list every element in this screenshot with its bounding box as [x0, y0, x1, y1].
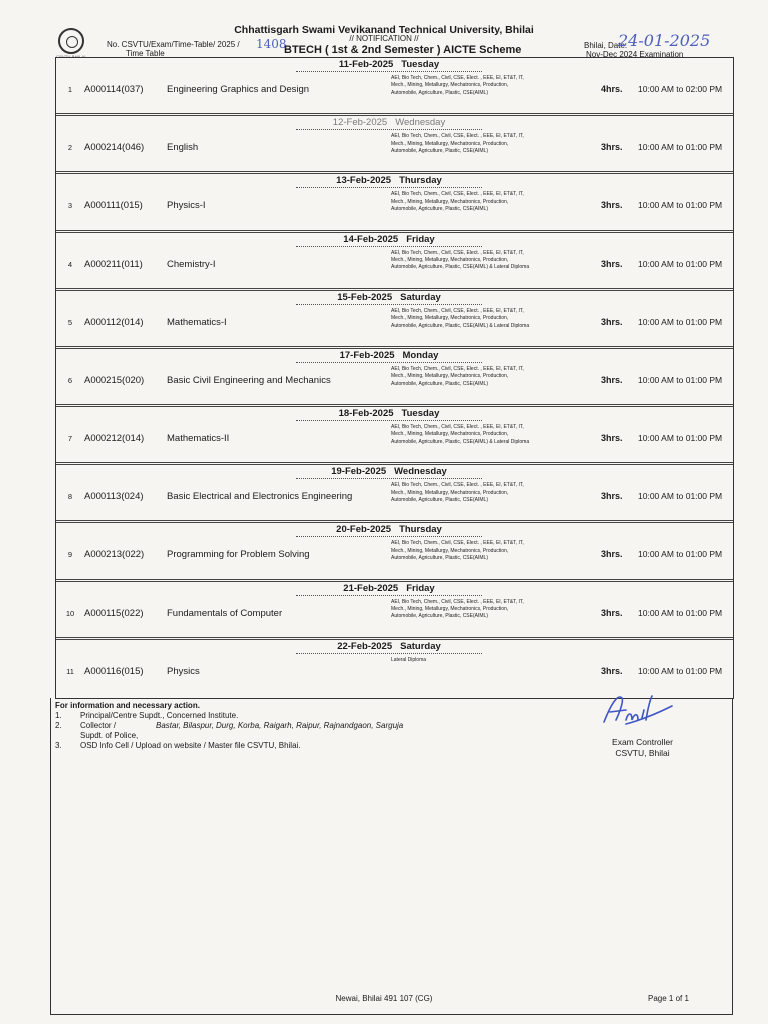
serial-number: 11 [66, 666, 74, 676]
exam-time: 10:00 AM to 01:00 PM [638, 374, 723, 385]
serial-number: 8 [67, 492, 73, 502]
branch-line: Automobile, Agriculture, Plastic, CSE(AIML) & Lateral Diploma [391, 438, 530, 445]
serial-number: 1 [67, 85, 73, 94]
exam-day: Saturday [400, 291, 441, 303]
exam-row [56, 174, 733, 232]
branch-line: Mech., Mining, Metallurgy, Mechatronics, Production, [391, 82, 509, 89]
footer-address: Newai, Bhilai 491 107 (CG) [335, 994, 433, 1003]
subject-name: Physics-I [167, 200, 206, 212]
branch-line: Mech., Mining, Metallurgy, Mechatronics, Production, [391, 373, 509, 380]
exam-duration: 3hrs. [601, 607, 623, 618]
branch-line: AEI, Bio Tech, Chem., Civil, CSE, Elect. , EEE, EI, ET&T, IT, [391, 540, 524, 547]
exam-time: 10:00 AM to 01:00 PM [638, 607, 723, 618]
exam-date: 13-Feb-2025 [336, 175, 392, 187]
exam-date-header [296, 292, 482, 305]
info-heading: For information and necessary action. [55, 701, 200, 710]
branch-line: Mech., Mining, Metallurgy, Mechatronics, Production, [391, 140, 509, 147]
exam-duration: 3hrs. [601, 491, 623, 502]
branch-line: Mech., Mining, Metallurgy, Mechatronics, Production, [391, 547, 509, 554]
exam-day: Wednesday [395, 117, 446, 129]
exam-date-header [296, 524, 482, 537]
branch-line: Automobile, Agriculture, Plastic, CSE(AIML) [391, 497, 488, 504]
exam-time: 10:00 AM to 01:00 PM [638, 549, 723, 560]
exam-date-header [296, 408, 482, 421]
date-label: Bhilai, Date: [584, 41, 628, 50]
paper-code: A000212(014) [84, 433, 145, 445]
serial-number: 2 [67, 143, 73, 153]
exam-duration: 3hrs. [601, 200, 623, 211]
subject-name: Chemistry-I [167, 258, 216, 270]
branch-line: Lateral Diploma [391, 656, 427, 663]
branch-list [391, 657, 601, 664]
branch-line: AEI, Bio Tech, Chem., Civil, CSE, Elect. , EEE, EI, ET&T, IT, [391, 75, 524, 81]
subject-name: Programming for Problem Solving [167, 549, 310, 561]
university-logo-icon [58, 28, 84, 54]
exam-time: 10:00 AM to 01:00 PM [638, 665, 723, 676]
info-item-text: Principal/Centre Supdt., Concerned Institute. [80, 711, 239, 720]
exam-date: 21-Feb-2025 [343, 582, 399, 594]
signature-icon [596, 690, 676, 730]
branch-line: AEI, Bio Tech, Chem., Civil, CSE, Elect. , EEE, EI, ET&T, IT, [391, 482, 524, 489]
exam-row [56, 407, 733, 465]
exam-day: Tuesday [401, 59, 440, 70]
subject-name: Basic Civil Engineering and Mechanics [167, 374, 331, 386]
branch-line: Mech., Mining, Metallurgy, Mechatronics, Production, [391, 606, 509, 613]
exam-time: 10:00 AM to 01:00 PM [638, 433, 723, 444]
branch-line: Automobile, Agriculture, Plastic, CSE(AIML) [391, 206, 488, 213]
exam-date: 12-Feb-2025 [332, 117, 388, 129]
subject-name: Physics [167, 665, 200, 677]
branch-line: Mech., Mining, Metallurgy, Mechatronics, Production, [391, 431, 509, 438]
branch-list [391, 599, 601, 621]
paper-code: A000214(046) [84, 142, 145, 154]
serial-number: 4 [67, 259, 73, 269]
exam-duration: 3hrs. [601, 258, 623, 269]
signatory-block [600, 737, 685, 759]
branch-line: AEI, Bio Tech, Chem., Civil, CSE, Elect. , EEE, EI, ET&T, IT, [391, 365, 524, 372]
serial-number: 10 [65, 608, 75, 618]
subject-name: Basic Electrical and Electronics Engineering [167, 491, 353, 503]
exam-row [56, 523, 733, 581]
info-item-text: OSD Info Cell / Upload on website / Master file CSVTU, Bhilai. [80, 741, 301, 750]
exam-date: 18-Feb-2025 [338, 408, 394, 420]
exam-day: Thursday [399, 524, 442, 536]
subject-name: Engineering Graphics and Design [167, 84, 310, 95]
branch-line: Automobile, Agriculture, Plastic, CSE(AIML) [391, 380, 488, 387]
branch-line: AEI, Bio Tech, Chem., Civil, CSE, Elect. , EEE, EI, ET&T, IT, [391, 424, 524, 431]
branch-line: Mech., Mining, Metallurgy, Mechatronics, Production, [391, 489, 509, 496]
exam-day: Monday [402, 349, 439, 361]
exam-duration: 3hrs. [601, 433, 623, 444]
exam-session: Nov-Dec 2024 Examination [586, 50, 684, 59]
exam-duration: 4hrs. [601, 84, 623, 94]
exam-date: 14-Feb-2025 [343, 233, 399, 245]
exam-duration: 3hrs. [601, 549, 623, 560]
paper-code: A000215(020) [84, 374, 145, 386]
exam-duration: 3hrs. [601, 665, 623, 676]
branch-list [391, 540, 601, 562]
exam-timetable [55, 57, 734, 699]
exam-time: 10:00 AM to 01:00 PM [638, 142, 723, 153]
exam-day: Wednesday [394, 466, 447, 478]
subject-name: English [167, 142, 199, 154]
exam-row [56, 349, 733, 407]
exam-row [56, 465, 733, 523]
branch-line: Mech., Mining, Metallurgy, Mechatronics, Production, [391, 198, 509, 205]
program-title: BTECH ( 1st & 2nd Semester ) AICTE Scheme [284, 44, 522, 56]
serial-number: 6 [67, 375, 73, 385]
subject-name: Fundamentals of Computer [167, 607, 283, 619]
branch-line: Mech., Mining, Metallurgy, Mechatronics, Production, [391, 315, 509, 322]
branch-line: Automobile, Agriculture, Plastic, CSE(AIML) [391, 89, 488, 96]
exam-time: 10:00 AM to 02:00 PM [638, 84, 723, 94]
paper-code: A000114(037) [84, 84, 144, 95]
exam-day: Thursday [399, 175, 442, 187]
exam-date-header [296, 117, 482, 130]
branch-line: Automobile, Agriculture, Plastic, CSE(AIML) & Lateral Diploma [391, 322, 530, 329]
handwritten-reference: 1408 [256, 37, 287, 51]
branch-line: AEI, Bio Tech, Chem., Civil, CSE, Elect. , EEE, EI, ET&T, IT, [391, 598, 524, 605]
branch-list [391, 424, 601, 446]
exam-duration: 3hrs. [601, 142, 623, 153]
logo-caption: CSVTU BHILAI [56, 54, 86, 59]
exam-date: 15-Feb-2025 [337, 291, 393, 303]
serial-number: 5 [67, 317, 73, 327]
exam-time: 10:00 AM to 01:00 PM [638, 200, 723, 211]
serial-number: 3 [67, 201, 73, 211]
exam-date-header [296, 466, 482, 479]
exam-date-header [296, 350, 482, 363]
exam-row [56, 116, 733, 174]
exam-date: 22-Feb-2025 [337, 640, 393, 652]
university-name: Chhattisgarh Swami Vevikanand Technical University, Bhilai [234, 24, 534, 36]
branch-line: AEI, Bio Tech, Chem., Civil, CSE, Elect. , EEE, EI, ET&T, IT, [391, 249, 524, 256]
exam-day: Friday [406, 233, 435, 245]
paper-code: A000111(015) [84, 200, 143, 212]
exam-date-header [296, 641, 482, 654]
branch-line: Mech., Mining, Metallurgy, Mechatronics, Production, [391, 256, 509, 263]
branch-line: Automobile, Agriculture, Plastic, CSE(AIML) & Lateral Diploma [391, 264, 530, 271]
info-item-number: 3. [55, 741, 62, 750]
exam-row [56, 58, 733, 116]
exam-date: 17-Feb-2025 [339, 349, 395, 361]
exam-date-header [296, 234, 482, 247]
exam-date-header [296, 175, 482, 188]
exam-date: 19-Feb-2025 [331, 466, 387, 478]
notification-label: // NOTIFICATION // [349, 34, 419, 43]
exam-date: 20-Feb-2025 [336, 524, 392, 536]
reference-subtitle: Time Table [126, 49, 165, 58]
branch-list [391, 250, 601, 272]
paper-code: A000115(022) [84, 607, 144, 619]
handwritten-date: 24-01-2025 [618, 31, 711, 50]
exam-time: 10:00 AM to 01:00 PM [638, 491, 723, 502]
branch-line: Automobile, Agriculture, Plastic, CSE(AIML) [391, 147, 488, 154]
subject-name: Mathematics-I [167, 316, 227, 328]
exam-date-header [296, 59, 482, 72]
info-item-number: 1. [55, 711, 62, 720]
serial-number: 7 [67, 434, 73, 444]
paper-code: A000211(011) [84, 258, 143, 270]
exam-time: 10:00 AM to 01:00 PM [638, 316, 723, 327]
paper-code: A000116(015) [84, 665, 144, 677]
subject-name: Mathematics-II [167, 433, 230, 445]
exam-row [56, 582, 733, 640]
branch-line: Automobile, Agriculture, Plastic, CSE(AIML) [391, 555, 488, 562]
exam-row [56, 291, 733, 349]
district-list: Bastar, Bilaspur, Durg, Korba, Raigarh, Raipur, Rajnandgaon, Sarguja [156, 721, 404, 730]
serial-number: 9 [67, 550, 73, 560]
exam-row [56, 233, 733, 291]
branch-line: AEI, Bio Tech, Chem., Civil, CSE, Elect. , EEE, EI, ET&T, IT, [391, 191, 524, 198]
paper-code: A000113(024) [84, 491, 144, 503]
branch-list [391, 133, 601, 155]
branch-list [391, 191, 601, 213]
exam-time: 10:00 AM to 01:00 PM [638, 258, 723, 269]
branch-list [391, 75, 601, 97]
info-item-text: Collector / [80, 721, 117, 730]
exam-duration: 3hrs. [601, 374, 623, 385]
branch-line: Automobile, Agriculture, Plastic, CSE(AIML) [391, 613, 488, 620]
exam-day: Friday [406, 582, 435, 594]
exam-day: Saturday [400, 640, 441, 652]
signatory-org: CSVTU, Bhilai [615, 748, 670, 758]
paper-code: A000112(014) [84, 316, 144, 328]
page-number: Page 1 of 1 [648, 994, 689, 1003]
branch-line: AEI, Bio Tech, Chem., Civil, CSE, Elect. , EEE, EI, ET&T, IT, [391, 307, 524, 314]
reference-number: No. CSVTU/Exam/Time-Table/ 2025 / [107, 40, 240, 49]
branch-list [391, 366, 601, 388]
exam-duration: 3hrs. [601, 316, 623, 327]
branch-list [391, 482, 601, 504]
exam-day: Tuesday [401, 408, 440, 420]
exam-date: 11-Feb-2025 [338, 59, 394, 70]
paper-code: A000213(022) [84, 549, 145, 561]
info-item-number: 2. [55, 721, 62, 730]
info-item-text: Supdt. of Police, [80, 731, 139, 740]
signatory-title: Exam Controller [612, 737, 673, 747]
branch-list [391, 308, 601, 330]
branch-line: AEI, Bio Tech, Chem., Civil, CSE, Elect. , EEE, EI, ET&T, IT, [391, 133, 524, 140]
exam-date-header [296, 583, 482, 596]
